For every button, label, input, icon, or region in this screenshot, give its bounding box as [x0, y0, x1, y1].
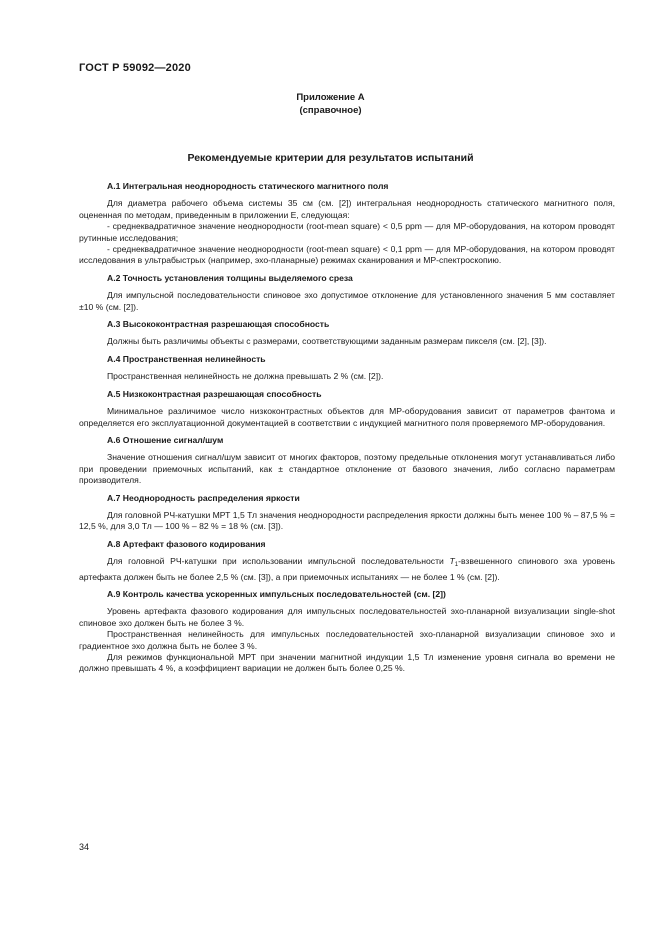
- section-heading-a9: А.9 Контроль качества ускоренных импульсных последовательностей (см. [2]): [107, 588, 446, 599]
- main-title: Рекомендуемые критерии для результатов испытаний: [187, 152, 474, 164]
- paragraph: Для режимов функциональной МРТ при значении магнитной индукции 1,5 Тл изменение уровня сигнала во времени не должно превышать 4 %, а коэффициент вариации не должен быть более 0,25 %.: [79, 652, 615, 674]
- paragraph: Должны быть различимы объекты с размерами, соответствующими заданным размерам пикселя (см. [2], [3]).: [107, 336, 547, 347]
- paragraph-text: -взвешенного спинового эха уровень артефакта должен быть не более 2,5 % (см. [3]), а при приемочных испытаниях — не более 1 % (см. [2]).: [79, 556, 616, 582]
- document-header: ГОСТ Р 59092—2020: [79, 62, 191, 74]
- document-body: [79, 181, 615, 675]
- section-heading-a6: А.6 Отношение сигнал/шум: [107, 434, 224, 445]
- page-number: 34: [79, 842, 90, 852]
- section-heading-a8: А.8 Артефакт фазового кодирования: [107, 538, 266, 549]
- paragraph: Значение отношения сигнал/шум зависит от многих факторов, поэтому предельные отклонения могут устанавливаться либо при проведении приемочных испытаний, как ± стандартное отклонение от базового значения, либо согласно параметрам производителя.: [79, 452, 615, 486]
- t1-subscript: 1: [454, 562, 459, 569]
- section-heading-a1: А.1 Интегральная неоднородность статического магнитного поля: [107, 181, 389, 191]
- appendix-note: (справочное): [299, 104, 362, 116]
- paragraph: Пространственная нелинейность для импульсных последовательностей эхо-планарной визуализации спиновое эхо и градиентное эхо должна быть не более 3 %.: [79, 629, 615, 651]
- paragraph-text: Для головной РЧ-катушки при использовании импульсной последовательности: [107, 556, 450, 567]
- section-heading-a3: А.3 Высококонтрастная разрешающая способность: [107, 319, 330, 330]
- list-item: - среднеквадратичное значение неоднородности (root-mean square) < 0,5 ppm — для МР-оборудования, на котором проводят рутинные исследования;: [79, 221, 615, 243]
- section-heading-a4: А.4 Пространственная нелинейность: [107, 353, 266, 364]
- t-letter: T: [449, 556, 455, 567]
- paragraph: Для диаметра рабочего объема системы 35 см (см. [2]) интегральная неоднородность статического магнитного поля, оцененная по методам, приведенным в приложении Е, следующая:: [79, 198, 615, 220]
- list-item: - среднеквадратичное значение неоднородности (root-mean square) < 0,1 ppm — для МР-оборудования, на котором проводят исследования в ультрабыстрых (например, эхо-планарные) режимах сканирования и МР-спектроскопию.: [79, 244, 615, 266]
- section-heading-a7: А.7 Неоднородность распределения яркости: [107, 492, 300, 503]
- paragraph: Минимальное различимое число низкоконтрастных объектов для МР-оборудования зависит от параметров фантома и определяется его эксплуатационной документацией в соответствии с индукцией магнитного поля проверяемого МР-оборудования.: [79, 406, 615, 428]
- paragraph: Пространственная нелинейность не должна превышать 2 % (см. [2]).: [107, 371, 384, 382]
- paragraph: Уровень артефакта фазового кодирования для импульсных последовательностей эхо-планарной визуализации single-shot спиновое эхо должен быть не более 3 %.: [79, 606, 615, 628]
- paragraph: Для импульсной последовательности спиновое эхо допустимое отклонение для установленного значения 5 мм составляет ±10 % (см. [2]).: [79, 290, 615, 312]
- section-heading-a5: А.5 Низкоконтрастная разрешающая способность: [107, 388, 322, 399]
- paragraph: Для головной РЧ-катушки МРТ 1,5 Тл значения неоднородности распределения яркости должны быть менее 100 % – 87,5 % = 12,5 %, для 3,0 Тл — 100 % – 82 % = 18 % (см. [3]).: [79, 509, 615, 532]
- appendix-heading: [0, 92, 661, 117]
- section-heading-a2: А.2 Точность установления толщины выделяемого среза: [107, 272, 353, 283]
- appendix-title: Приложение А: [296, 92, 365, 103]
- paragraph: [79, 556, 615, 583]
